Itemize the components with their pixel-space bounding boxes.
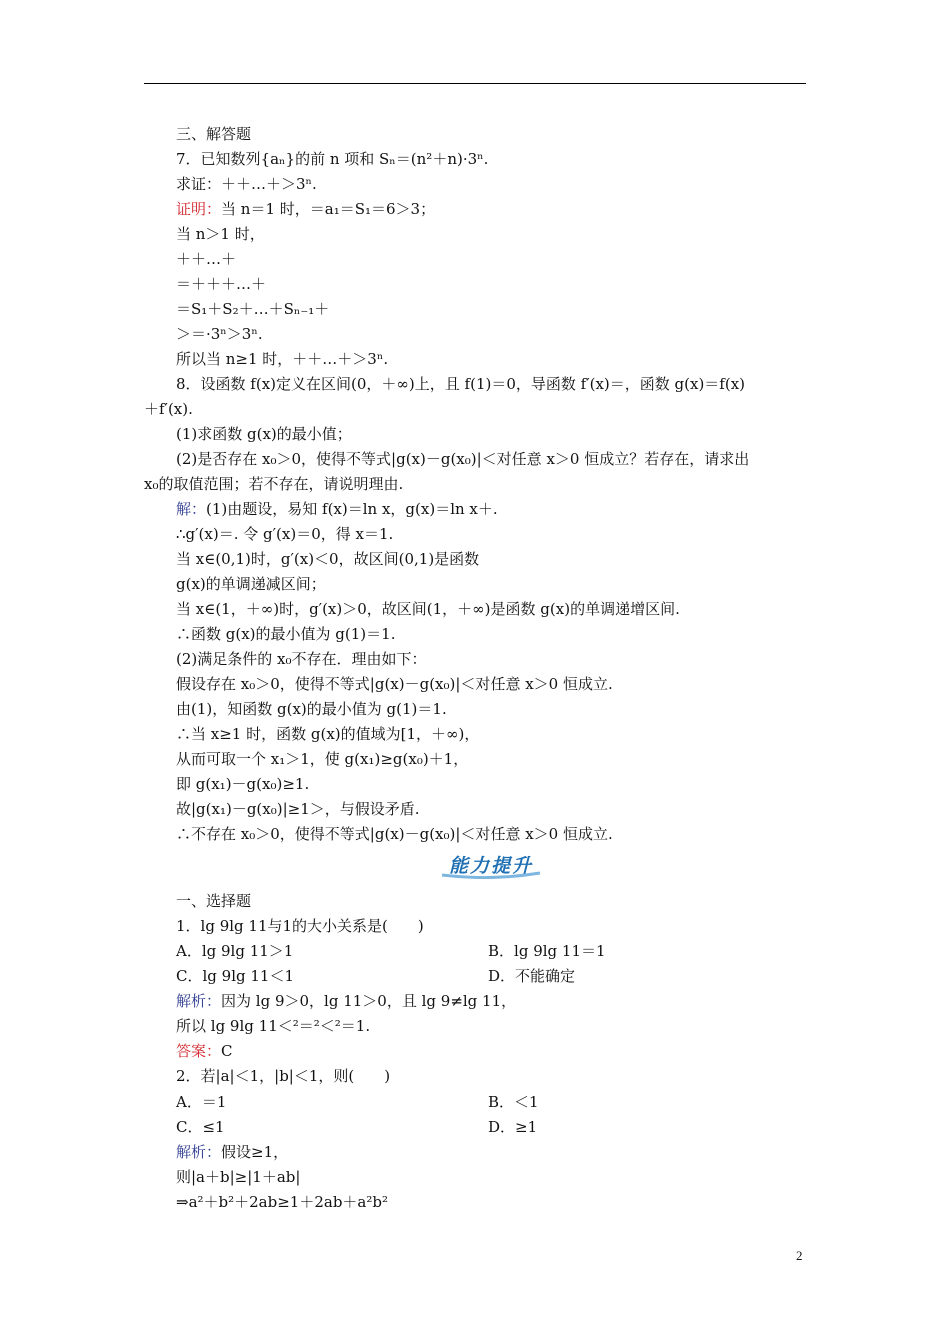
proof-text: 当 n＝1 时，＝a₁＝S₁＝6＞3； [221, 200, 436, 218]
text-line: 即 g(x₁)－g(x₀)≥1. [176, 775, 310, 793]
question-2-option-c: C．≤1 [176, 1118, 225, 1136]
problem-8-stem: 8．设函数 f(x)定义在区间(0，＋∞)上，且 f(1)＝0，导函数 f′(x)＝，函数 g(x)＝f(x) [176, 375, 746, 393]
problem-7-stem: 7．已知数列{aₙ}的前 n 项和 Sₙ＝(n²＋n)·3ⁿ. [176, 150, 489, 168]
text-line: 所以 lg 9lg 11＜²＝²＜²＝1. [176, 1017, 371, 1035]
ability-banner [440, 853, 542, 879]
problem-7-goal: 求证：＋＋…＋＞3ⁿ. [176, 175, 317, 193]
text-line: ＞＝·3ⁿ＞3ⁿ. [176, 325, 263, 343]
header-rule [144, 83, 806, 84]
text-line: 故|g(x₁)－g(x₀)|≥1＞，与假设矛盾. [176, 800, 420, 818]
text-line: 所以当 n≥1 时，＋＋…＋＞3ⁿ. [176, 350, 389, 368]
solution-label: 解： [176, 500, 207, 518]
text-line: ＝S₁＋S₂＋…＋Sₙ₋₁＋ [176, 300, 330, 318]
text-line: 则|a＋b|≥|1＋ab| [176, 1168, 301, 1186]
text-line: ＝＋＋＋…＋ [176, 275, 267, 293]
text-line: ∴不存在 x₀＞0，使得不等式|g(x)－g(x₀)|＜对任意 x＞0 恒成立. [176, 825, 613, 843]
text-line: g(x)的单调递减区间； [176, 575, 326, 593]
question-1-option-a: A．lg 9lg 11＞1 [176, 942, 294, 960]
answer-value: C [221, 1042, 233, 1060]
analysis-label: 解析： [176, 1143, 222, 1161]
question-1-stem: 1．lg 9lg 11与1的大小关系是( ) [176, 917, 424, 935]
analysis-text: 因为 lg 9＞0，lg 11＞0，且 lg 9≠lg 11， [221, 992, 517, 1010]
problem-8-part-2-wrap: x₀的取值范围；若不存在，请说明理由. [144, 475, 404, 493]
question-2-option-b: B．＜1 [488, 1093, 539, 1111]
text-line: ＋＋…＋ [176, 250, 237, 268]
solution-text: (1)由题设，易知 f(x)＝ln x，g(x)＝ln x＋. [206, 500, 498, 518]
solution-line [176, 499, 498, 519]
proof-line [176, 199, 435, 219]
text-line: 当 x∈(0,1)时，g′(x)＜0，故区间(0,1)是函数 [176, 550, 480, 568]
question-1-option-b: B．lg 9lg 11＝1 [488, 942, 606, 960]
text-line: 假设存在 x₀＞0，使得不等式|g(x)－g(x₀)|＜对任意 x＞0 恒成立. [176, 675, 613, 693]
text-line: 当 x∈(1，＋∞)时，g′(x)＞0，故区间(1，＋∞)是函数 g(x)的单调递增区间. [176, 600, 680, 618]
analysis-label: 解析： [176, 992, 222, 1010]
banner-title: 能力提升 [448, 855, 533, 877]
text-line: 从而可取一个 x₁＞1，使 g(x₁)≥g(x₀)＋1， [176, 750, 469, 768]
text-line: ∴当 x≥1 时，函数 g(x)的值域为[1，＋∞)， [176, 725, 480, 743]
question-2-analysis [176, 1142, 288, 1162]
problem-8-stem-wrap: ＋f′(x). [144, 400, 193, 418]
text-line: 当 n＞1 时， [176, 225, 265, 243]
text-line: ∴函数 g(x)的最小值为 g(1)＝1. [176, 625, 396, 643]
question-2-option-a: A．＝1 [176, 1093, 227, 1111]
question-1-option-c: C．lg 9lg 11＜1 [176, 967, 294, 985]
page-number: 2 [796, 1248, 803, 1263]
question-1-option-d: D．不能确定 [488, 967, 576, 985]
question-1-analysis [176, 991, 516, 1011]
proof-label: 证明： [176, 200, 222, 218]
section-heading: 一、选择题 [176, 892, 252, 910]
problem-8-part-2: (2)是否存在 x₀＞0，使得不等式|g(x)－g(x₀)|＜对任意 x＞0 恒成立？若存在，请求出 [176, 450, 750, 468]
text-line: ⇒a²＋b²＋2ab≥1＋2ab＋a²b² [176, 1193, 388, 1211]
section-heading: 三、解答题 [176, 125, 252, 143]
problem-8-part-1: (1)求函数 g(x)的最小值； [176, 425, 352, 443]
text-line: ∴g′(x)＝. 令 g′(x)＝0，得 x＝1. [176, 525, 394, 543]
text-line: (2)满足条件的 x₀不存在．理由如下： [176, 650, 427, 668]
question-1-answer [176, 1041, 233, 1061]
question-2-option-d: D．≥1 [488, 1118, 538, 1136]
analysis-text: 假设≥1， [221, 1143, 289, 1161]
answer-label: 答案： [176, 1042, 222, 1060]
text-line: 由(1)，知函数 g(x)的最小值为 g(1)＝1. [176, 700, 447, 718]
question-2-stem: 2．若|a|＜1，|b|＜1，则( ) [176, 1067, 391, 1085]
